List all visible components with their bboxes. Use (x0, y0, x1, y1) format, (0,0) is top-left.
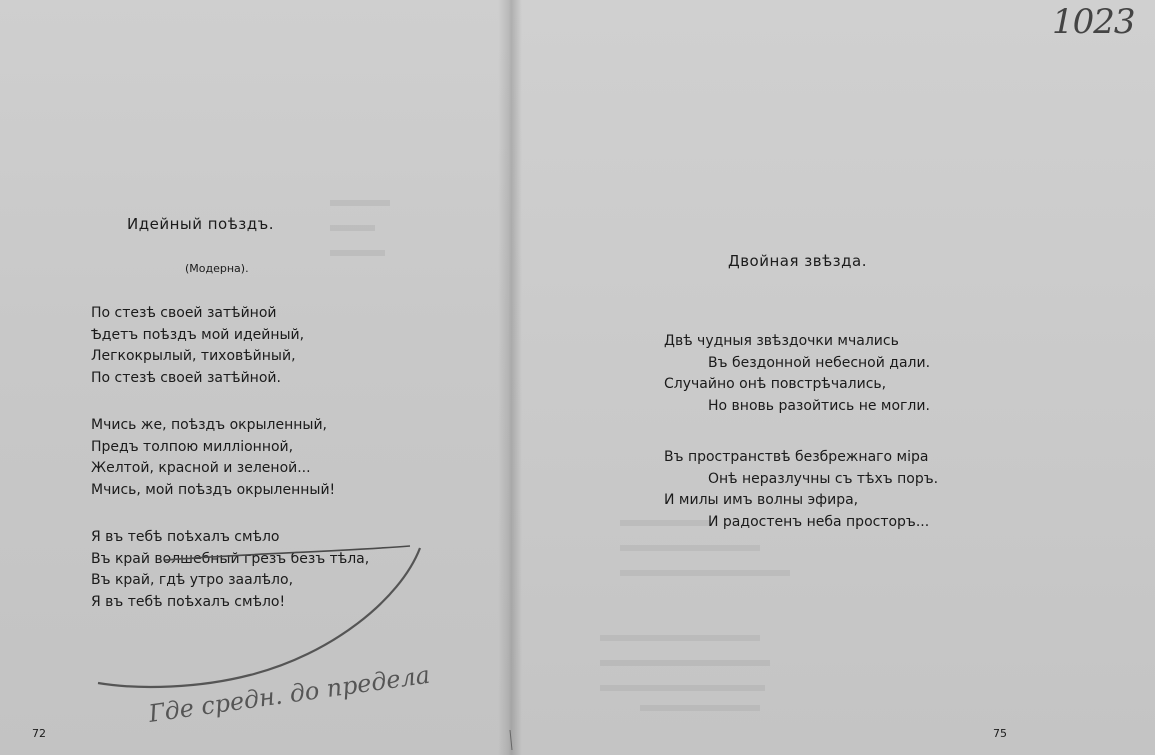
verse-line: Случайно онѣ повстрѣчались, (664, 376, 887, 392)
verse-line: Въ бездонной небесной дали. (708, 354, 931, 371)
verse-line: Ѣдетъ поѣздъ мой идейный, (91, 326, 305, 343)
verse-line: Я въ тебѣ поѣхалъ смѣло! (91, 593, 286, 610)
verse-line: Но вновь разойтись не могли. (708, 397, 930, 414)
poem-title-right: Двойная звѣзда. (728, 252, 867, 270)
stanza-left-1 (91, 303, 304, 389)
verse-line: Легкокрылый, тиховѣйный, (91, 348, 296, 364)
stanza-right-1 (664, 331, 930, 417)
handwritten-note: Где средн. до предела (146, 660, 432, 728)
verse-line: Мчись, мой поѣздъ окрыленный! (91, 481, 336, 498)
verse-line: И радостенъ неба просторъ... (708, 513, 930, 530)
verse-line: По стезѣ своей затѣйной (91, 305, 277, 321)
verse-line: По стезѣ своей затѣйной. (91, 369, 281, 386)
page-number-left: 72 (32, 727, 46, 740)
poem-subtitle-left: (Модерна). (185, 262, 249, 275)
archive-number-mark: 1023 (1052, 2, 1135, 42)
verse-line: Въ край волшебный грезъ безъ тѣла, (91, 550, 370, 567)
verse-line: Предъ толпою миллiонной, (91, 438, 294, 455)
verse-line: Я въ тебѣ поѣхалъ смѣло (91, 529, 280, 545)
verse-line: Въ край, гдѣ утро заалѣло, (91, 572, 294, 588)
verse-line: И милы имъ волны эфира, (664, 492, 859, 508)
stanza-left-2 (91, 415, 335, 501)
stanza-right-2 (664, 447, 938, 533)
page-number-right: 75 (993, 727, 1007, 740)
poem-title-left: Идейный поѣздъ. (127, 215, 275, 233)
verse-line: Двѣ чудныя звѣздочки мчались (664, 333, 899, 349)
stanza-left-3 (91, 527, 369, 613)
verse-line: Мчись же, поѣздъ окрыленный, (91, 417, 327, 433)
verse-line: Онѣ неразлучны съ тѣхъ поръ. (708, 470, 939, 487)
verse-line: Желтой, красной и зеленой... (91, 460, 311, 476)
book-gutter (498, 0, 522, 755)
verse-line: Въ пространствѣ безбрежнаго мiра (664, 449, 929, 465)
